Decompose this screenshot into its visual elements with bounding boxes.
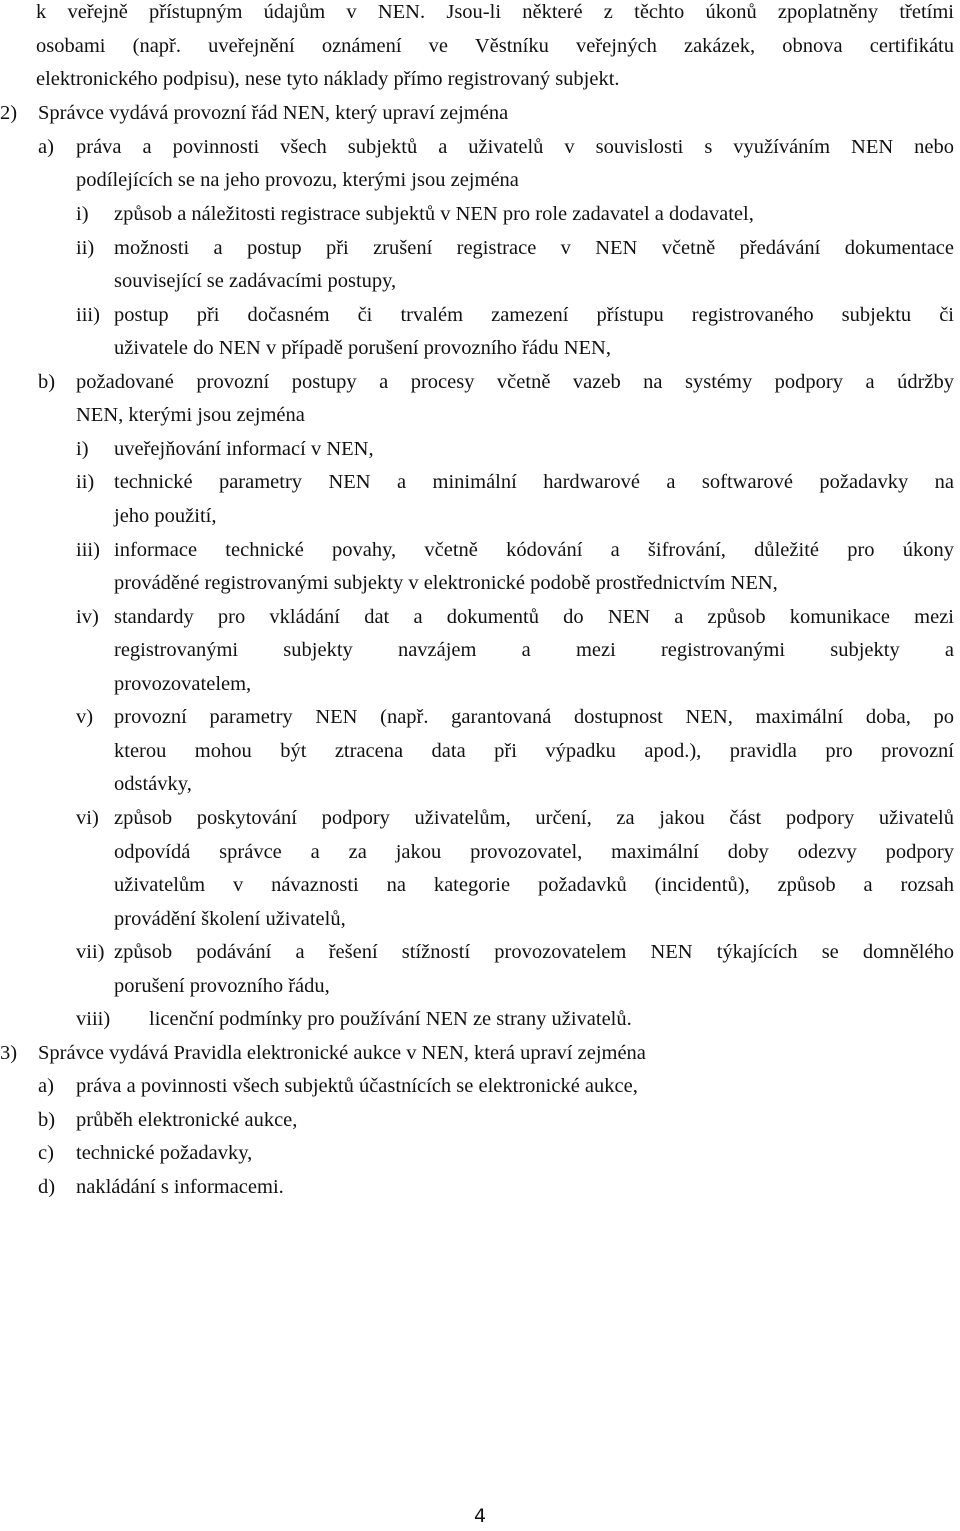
item-2b-i-marker: i) xyxy=(76,438,89,460)
section-3-heading: Správce vydává Pravidla elektronické aukce v NEN, která upraví zejména xyxy=(38,1042,646,1064)
intro-line-3: elektronického podpisu), nese tyto náklady přímo registrovaný subjekt. xyxy=(36,68,620,90)
item-3d-marker: d) xyxy=(38,1176,56,1198)
item-2a-marker: a) xyxy=(38,136,54,158)
item-2a-ii-marker: ii) xyxy=(76,237,95,259)
item-2b-v-line-3: odstávky, xyxy=(114,773,192,795)
item-2b-ii-line-1: technické parametry NEN a minimální hardwarové a softwarové požadavky na xyxy=(114,471,954,493)
item-2b-v-line-2: kterou mohou být ztracena data při výpadku apod.), pravidla pro provozní xyxy=(114,740,954,762)
item-2b-vi-marker: vi) xyxy=(76,807,99,829)
item-2b-line-2: NEN, kterými jsou zejména xyxy=(76,404,305,426)
item-2b-vi-line-2: odpovídá správce a za jakou provozovatel, maximální doby odezvy podpory xyxy=(114,841,954,863)
item-2b-vii-line-1: způsob podávání a řešení stížností provozovatelem NEN týkajících se domnělého xyxy=(114,941,954,963)
item-3a-text: práva a povinnosti všech subjektů účastnících se elektronické aukce, xyxy=(76,1075,638,1097)
item-2a-ii-line-1: možnosti a postup při zrušení registrace v NEN včetně předávání dokumentace xyxy=(114,237,954,259)
item-2a-iii-marker: iii) xyxy=(76,304,100,326)
section-2-number: 2) xyxy=(0,102,18,124)
item-2b-vii-marker: vii) xyxy=(76,941,105,963)
item-2b-vi-line-3: uživatelům v návaznosti na kategorie požadavků (incidentů), způsob a rozsah xyxy=(114,874,954,896)
item-2b-vii-line-2: porušení provozního řádu, xyxy=(114,975,330,997)
item-3b-marker: b) xyxy=(38,1109,56,1131)
item-2a-i-marker: i) xyxy=(76,203,89,225)
item-2b-v-marker: v) xyxy=(76,706,94,728)
item-3c-marker: c) xyxy=(38,1142,54,1164)
item-2a-iii-line-2: uživatele do NEN v případě porušení provozního řádu NEN, xyxy=(114,337,611,359)
item-2b-iv-line-2: registrovanými subjekty navzájem a mezi registrovanými subjekty a xyxy=(114,639,954,661)
intro-line-1: k veřejně přístupným údajům v NEN. Jsou-li některé z těchto úkonů zpoplatněny třetími xyxy=(36,1,954,23)
item-2a-iii-line-1: postup při dočasném či trvalém zamezení přístupu registrovaného subjektu či xyxy=(114,304,954,326)
item-3b-text: průběh elektronické aukce, xyxy=(76,1109,298,1131)
item-2b-iv-line-3: provozovatelem, xyxy=(114,673,252,695)
section-3-number: 3) xyxy=(0,1042,18,1064)
intro-line-2: osobami (např. uveřejnění oznámení ve Věstníku veřejných zakázek, obnova certifikátu xyxy=(36,35,954,57)
item-2b-vi-line-1: způsob poskytování podpory uživatelům, určení, za jakou část podpory uživatelů xyxy=(114,807,954,829)
item-2b-ii-marker: ii) xyxy=(76,471,95,493)
item-2b-iv-marker: iv) xyxy=(76,606,99,628)
item-2b-iii-line-1: informace technické povahy, včetně kódování a šifrování, důležité pro úkony xyxy=(114,539,954,561)
item-3d-text: nakládání s informacemi. xyxy=(76,1176,284,1198)
page-number: 4 xyxy=(473,1505,487,1527)
item-2b-viii-marker: viii) xyxy=(76,1008,111,1030)
item-2a-ii-line-2: související se zadávacími postupy, xyxy=(114,270,397,292)
item-2b-viii-line-1: licenční podmínky pro používání NEN ze strany uživatelů. xyxy=(149,1008,632,1030)
section-2-heading: Správce vydává provozní řád NEN, který upraví zejména xyxy=(38,102,509,124)
item-2b-marker: b) xyxy=(38,371,56,393)
item-3a-marker: a) xyxy=(38,1075,54,1097)
item-2b-iii-line-2: prováděné registrovanými subjekty v elektronické podobě prostřednictvím NEN, xyxy=(114,572,778,594)
item-2b-iii-marker: iii) xyxy=(76,539,100,561)
item-2a-line-2: podílejících se na jeho provozu, kterými jsou zejména xyxy=(76,169,519,191)
item-2b-ii-line-2: jeho použití, xyxy=(114,505,217,527)
item-2a-line-1: práva a povinnosti všech subjektů a uživatelů v souvislosti s využíváním NEN nebo xyxy=(76,136,954,158)
item-2b-v-line-1: provozní parametry NEN (např. garantovaná dostupnost NEN, maximální doba, po xyxy=(114,706,954,728)
item-2b-line-1: požadované provozní postupy a procesy včetně vazeb na systémy podpory a údržby xyxy=(76,371,954,393)
item-2b-iv-line-1: standardy pro vkládání dat a dokumentů do NEN a způsob komunikace mezi xyxy=(114,606,954,628)
item-2b-i-line-1: uveřejňování informací v NEN, xyxy=(114,438,374,460)
item-3c-text: technické požadavky, xyxy=(76,1142,253,1164)
item-2b-vi-line-4: provádění školení uživatelů, xyxy=(114,908,346,930)
item-2a-i-line-1: způsob a náležitosti registrace subjektů v NEN pro role zadavatel a dodavatel, xyxy=(114,203,754,225)
